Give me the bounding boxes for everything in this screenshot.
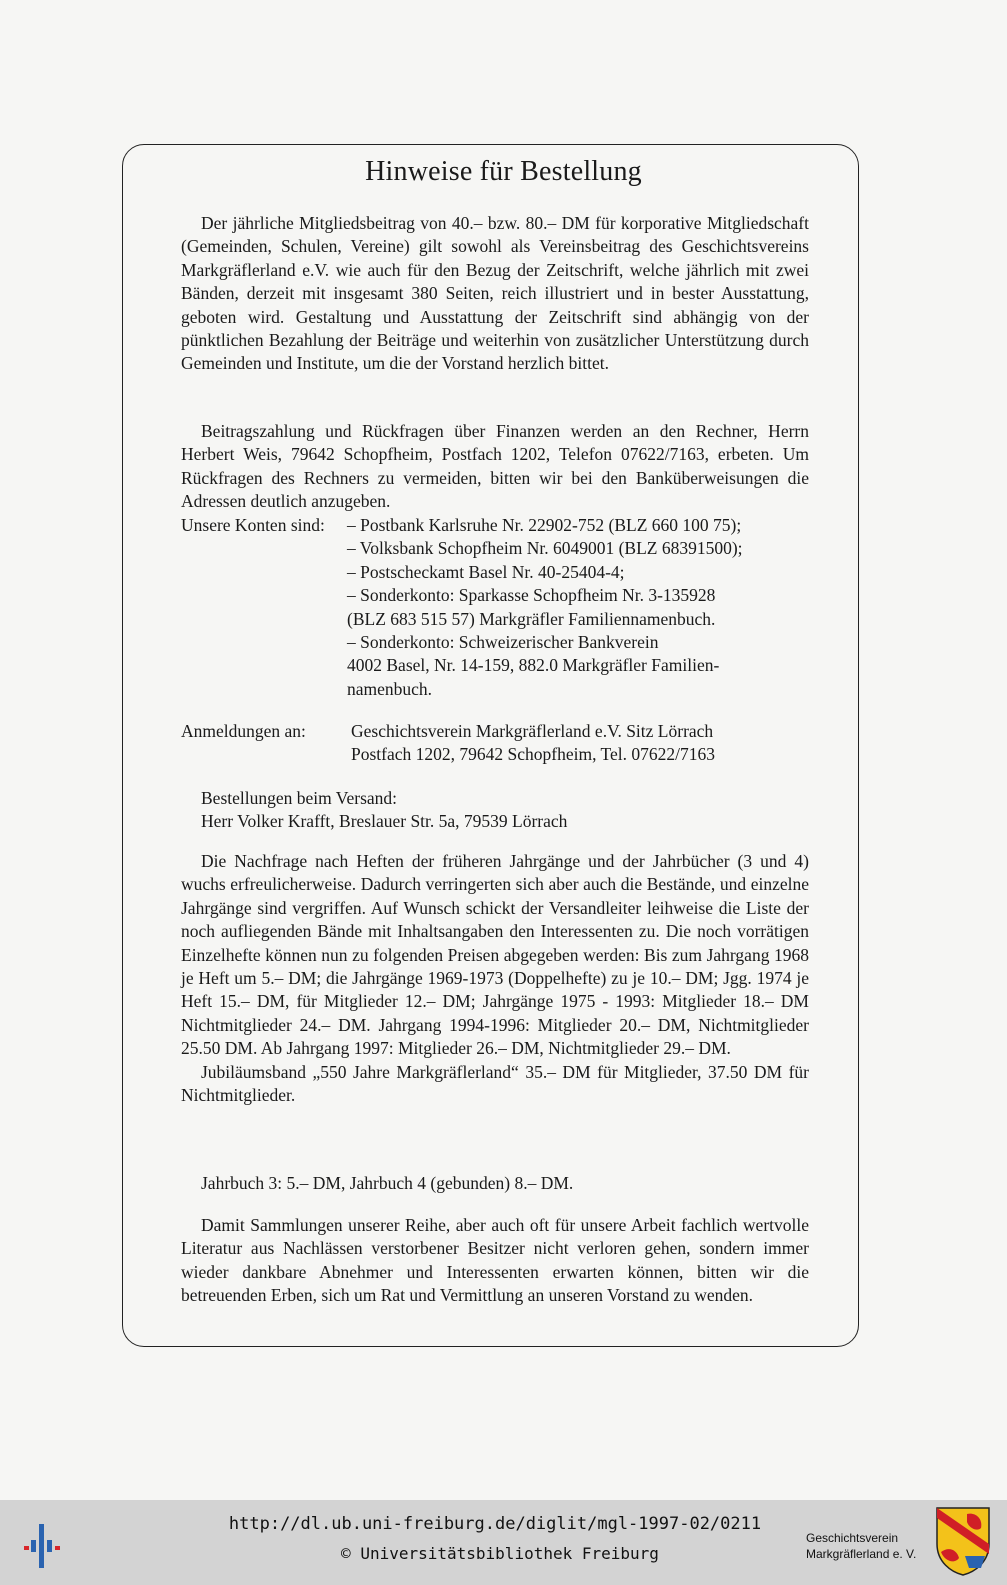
paragraph-back-issues: Die Nachfrage nach Heften der früheren Jahrgänge und der Jahrbücher (3 und 4) wuchs erfreulicherweise. Dadurch verringerten sich aber auch die Bestände, und einzelne Jahrgänge sind vergriffen. Auf Wunsch schickt der Versandleiter leihweise die Liste der noch aufliegenden Bände mit Inhaltsangaben den Interessenten zu. Die noch vorrätigen Einzelhefte können nun zu folgenden Preisen abgegeben werden: Bis zum Jahrgang 1968 je Heft um 5.– DM; die Jahrgänge 1969-1973 (Doppelhefte) zu je 10.– DM; Jgg. 1974 je Heft 15.– DM, für Mitglieder 12.– DM; Jahrgänge 1975 - 1993: Mitglieder 18.– DM Nichtmitglieder 24.– DM. Jahrgang 1994-1996: Mitglieder 20.– DM, Nichtmitglieder 25.50 DM. Ab Jahrgang 1997: Mitglieder 26.– DM, Nichtmitglieder 29.– DM. Jubiläumsband „550 Jahre Markgräflerland“ 35.– DM für Mitglieder, 37.50 DM für Nichtmitglieder. (181, 850, 809, 1107)
account-line: namenbuch. (347, 678, 433, 699)
paragraph-yearbook: Jahrbuch 3: 5.– DM, Jahrbuch 4 (gebunden) 8.– DM. (201, 1173, 574, 1193)
footer-bar (0, 1500, 1007, 1585)
account-line: – Sonderkonto: Schweizerischer Bankverein (347, 632, 659, 653)
accounts-block (181, 514, 809, 701)
shipping-line: Bestellungen beim Versand: (201, 788, 398, 808)
source-url[interactable]: http://dl.ub.uni-freiburg.de/diglit/mgl-1997-02/0211 (228, 1514, 762, 1534)
paragraph-membership: Der jährliche Mitgliedsbeitrag von 40.– bzw. 80.– DM für korporative Mitgliedschaft (Gemeinden, Schulen, Vereine) gilt sowohl als Vereinsbeitrag des Geschichtsvereins Markgräflerland e.V. wie auch für den Bezug der Zeitschrift, welche jährlich mit zwei Bänden, derzeit mit insgesamt 380 Seiten, reich illustriert und in bester Ausstattung, geboten wird. Gestaltung und Ausstattung der Zeitschrift sind abhängig von der pünktlichen Bezahlung der Beiträge und weiterhin von zusätzlicher Unterstützung durch Gemeinden und Institute, um die der Vorstand herzlich bittet. (181, 213, 809, 374)
registration-line: Geschichtsverein Markgräflerland e.V. Sitz Lörrach (351, 721, 714, 741)
registration-block (181, 720, 809, 767)
accounts-label: Unsere Konten sind: (181, 515, 325, 535)
paragraph-estates: Damit Sammlungen unserer Reihe, aber auch oft für unsere Arbeit fachlich wertvolle Literatur aus Nachlässen verstorbener Besitzer nicht verloren gehen, sondern immer wieder dankbare Abnehmer und Interessenten erwarten können, bitten wir die betreuenden Erben, sich um Rat und Vermittlung an unseren Vorstand zu wenden. (181, 1215, 809, 1306)
coat-of-arms-icon (935, 1506, 991, 1576)
society-name: Geschichtsverein Markgräflerland e. V. (806, 1531, 917, 1561)
account-line: 4002 Basel, Nr. 14-159, 882.0 Markgräfler Familien- (347, 655, 720, 676)
accounts-list (347, 514, 809, 701)
copyright-notice: © Universitätsbibliothek Freiburg (341, 1544, 659, 1563)
account-line: – Postscheckamt Basel Nr. 40-25404-4; (347, 561, 625, 582)
shipping-block (201, 787, 809, 834)
account-line: – Sonderkonto: Sparkasse Schopfheim Nr. 3-135928 (347, 585, 716, 606)
paragraph-jubilee: Jubiläumsband „550 Jahre Markgräflerland“ 35.– DM für Mitglieder, 37.50 DM für Nichtmitglieder. (181, 1061, 809, 1106)
registration-line: Postfach 1202, 79642 Schopfheim, Tel. 07622/7163 (351, 744, 715, 765)
account-line: – Volksbank Schopfheim Nr. 6049001 (BLZ 68391500); (347, 538, 743, 559)
account-line: – Postbank Karlsruhe Nr. 22902-752 (BLZ 660 100 75); (347, 515, 742, 535)
shipping-line: Herr Volker Krafft, Breslauer Str. 5a, 79539 Lörrach (201, 811, 568, 832)
page-title: Hinweise für Bestellung (365, 156, 642, 187)
account-line: (BLZ 683 515 57) Markgräfler Familiennamenbuch. (347, 608, 716, 629)
paragraph-payment: Beitragszahlung und Rückfragen über Finanzen werden an den Rechner, Herrn Herbert Weis, 79642 Schopfheim, Postfach 1202, Telefon 07622/7163, erbeten. Um Rückfragen des Rechners zu vermeiden, bitten wir bei den Banküberweisungen die Adressen deutlich anzugeben. (181, 421, 809, 512)
registration-label: Anmeldungen an: (181, 721, 306, 741)
